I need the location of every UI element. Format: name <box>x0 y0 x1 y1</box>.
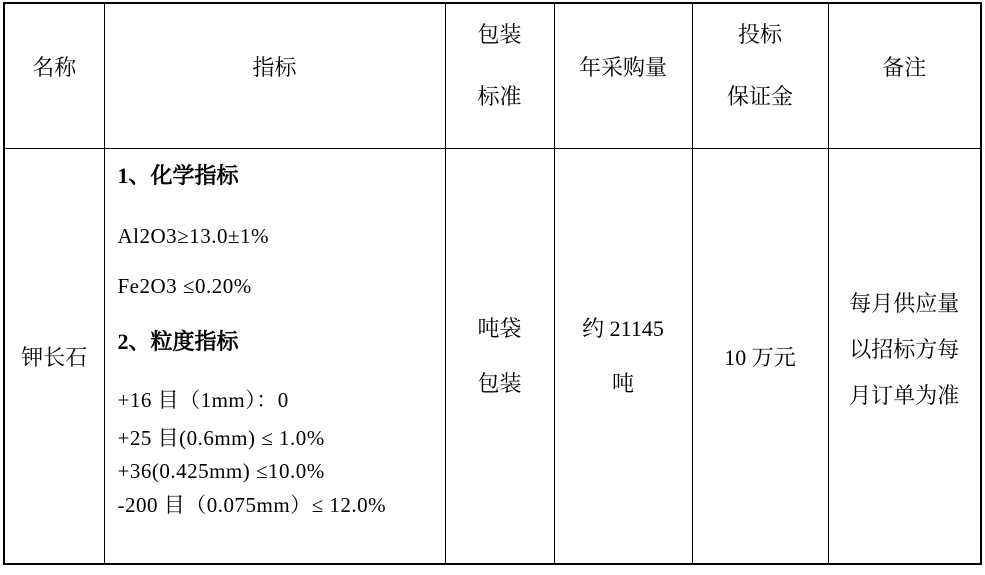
spec-mesh200: -200 目（0.075mm）≤ 12.0% <box>117 493 387 517</box>
header-remark-label: 备注 <box>882 54 927 80</box>
header-spec-label: 指标 <box>252 54 297 80</box>
annual-volume-line2: 吨 <box>611 371 634 396</box>
header-deposit-line2: 保证金 <box>726 84 793 109</box>
header-cell-deposit <box>692 3 828 149</box>
header-packaging-line2: 标准 <box>477 84 522 109</box>
particle-spec-title: 2、粒度指标 <box>117 329 239 354</box>
header-cell-volume <box>554 3 692 149</box>
header-deposit-line1: 投标 <box>737 22 782 47</box>
spec-cell <box>104 149 445 565</box>
material-name-cell <box>4 149 104 565</box>
annual-volume-cell <box>554 149 692 565</box>
header-volume-label: 年采购量 <box>578 54 667 80</box>
header-row <box>4 3 981 149</box>
header-cell-spec <box>104 3 445 149</box>
spec-mesh16: +16 目（1mm）：0 <box>117 388 289 412</box>
remark-cell <box>828 149 981 565</box>
remark-line1: 每月供应量 <box>849 291 960 316</box>
remark-line3: 月订单为准 <box>849 383 960 408</box>
bid-deposit-value: 10 万元 <box>724 344 796 370</box>
spec-mesh25: +25 目(0.6mm) ≤ 1.0% <box>117 426 325 450</box>
annual-volume-line1: 约 21145 <box>582 316 664 341</box>
packaging-line1: 吨袋 <box>477 316 522 341</box>
header-packaging-line1: 包装 <box>477 22 522 47</box>
procurement-spec-table <box>3 2 982 565</box>
header-cell-remark <box>828 3 981 149</box>
spec-al2o3: Al2O3≥13.0±1% <box>117 224 269 248</box>
header-cell-name <box>4 3 104 149</box>
material-name: 钾长石 <box>21 344 88 370</box>
bid-deposit-cell <box>692 149 828 565</box>
spec-mesh36: +36(0.425mm) ≤10.0% <box>117 459 325 483</box>
chemical-spec-title: 1、化学指标 <box>117 163 239 188</box>
header-cell-packaging <box>445 3 554 149</box>
spec-fe2o3: Fe2O3 ≤0.20% <box>117 274 252 298</box>
data-row-feldspar <box>4 149 981 565</box>
packaging-cell <box>445 149 554 565</box>
remark-line2: 以招标方每 <box>849 337 960 362</box>
header-name-label: 名称 <box>32 54 77 80</box>
packaging-line2: 包装 <box>477 371 522 396</box>
